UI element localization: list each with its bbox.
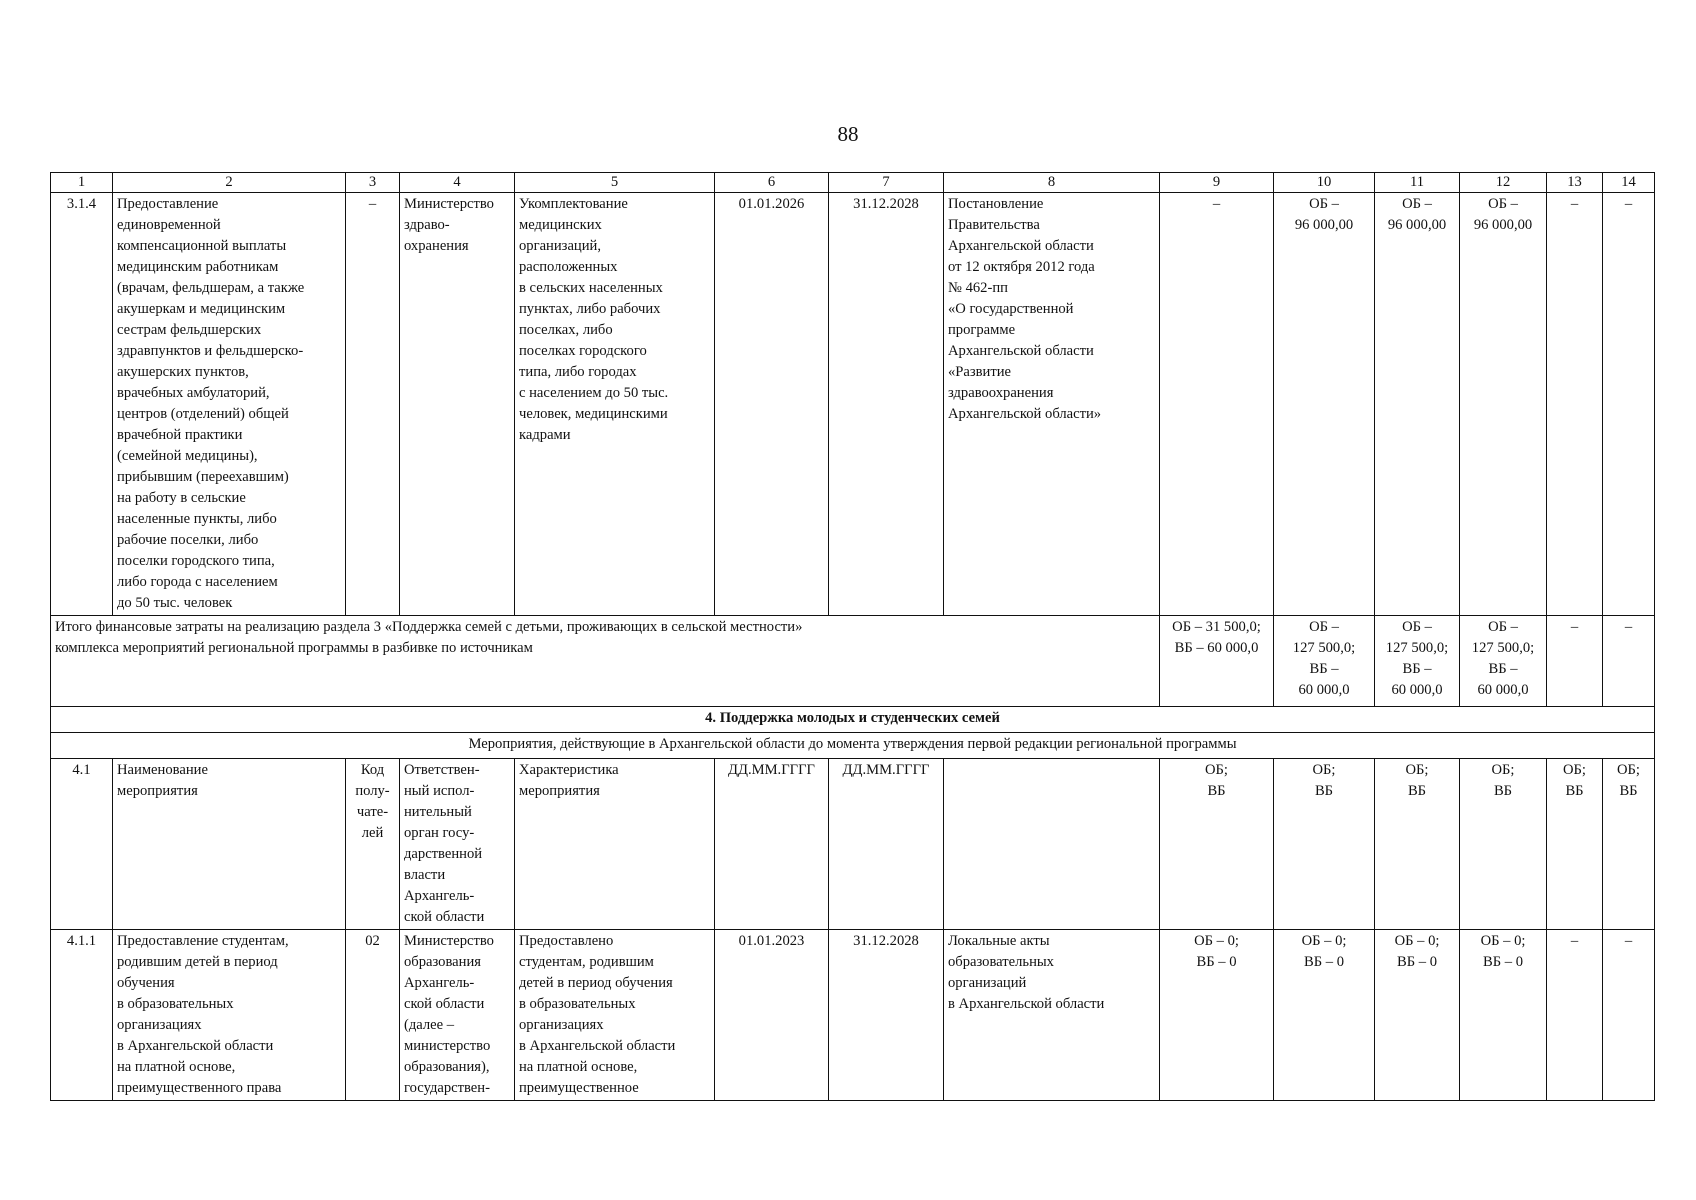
funding-cell: ОБ – 96 000,00 bbox=[1460, 193, 1547, 616]
funding-cell: – bbox=[1547, 930, 1603, 1101]
recipient-code: – bbox=[346, 193, 400, 616]
end-date: 31.12.2028 bbox=[829, 193, 944, 616]
section-heading: 4. Поддержка молодых и студенческих семей bbox=[51, 707, 1655, 733]
total-cell: – bbox=[1603, 616, 1655, 707]
funding-cell: ОБ; ВБ bbox=[1603, 759, 1655, 930]
column-number: 7 bbox=[829, 173, 944, 193]
funding-cell: ОБ; ВБ bbox=[1274, 759, 1375, 930]
funding-cell: ОБ – 0; ВБ – 0 bbox=[1160, 930, 1274, 1101]
funding-cell: – bbox=[1603, 193, 1655, 616]
end-date: ДД.ММ.ГГГГ bbox=[829, 759, 944, 930]
column-number: 2 bbox=[113, 173, 346, 193]
total-cell: ОБ – 127 500,0; ВБ – 60 000,0 bbox=[1274, 616, 1375, 707]
start-date: 01.01.2023 bbox=[715, 930, 829, 1101]
program-table bbox=[50, 172, 1655, 1101]
item-code: 4.1.1 bbox=[51, 930, 113, 1101]
legal-basis: Локальные акты образовательных организаций в Архангельской области bbox=[944, 930, 1160, 1101]
funding-cell: – bbox=[1547, 193, 1603, 616]
funding-cell: ОБ – 0; ВБ – 0 bbox=[1460, 930, 1547, 1101]
end-date: 31.12.2028 bbox=[829, 930, 944, 1101]
item-description: Характеристика мероприятия bbox=[515, 759, 715, 930]
column-number: 3 bbox=[346, 173, 400, 193]
column-number-row bbox=[51, 173, 1655, 193]
legal-basis bbox=[944, 759, 1160, 930]
start-date: 01.01.2026 bbox=[715, 193, 829, 616]
responsible-body: Ответствен- ный испол- нительный орган госу- дарственной власти Архангель- ской области bbox=[400, 759, 515, 930]
section-subheading: Мероприятия, действующие в Архангельской области до момента утверждения первой редакции региональной программы bbox=[51, 733, 1655, 759]
funding-cell: ОБ; ВБ bbox=[1160, 759, 1274, 930]
responsible-body: Министерство образования Архангель- ской области (далее – министерство образования), государствен- bbox=[400, 930, 515, 1101]
column-number: 9 bbox=[1160, 173, 1274, 193]
total-cell: ОБ – 127 500,0; ВБ – 60 000,0 bbox=[1375, 616, 1460, 707]
item-code: 4.1 bbox=[51, 759, 113, 930]
table-row-4-1 bbox=[51, 759, 1655, 930]
item-code: 3.1.4 bbox=[51, 193, 113, 616]
column-number: 5 bbox=[515, 173, 715, 193]
funding-cell: ОБ – 96 000,00 bbox=[1375, 193, 1460, 616]
column-number: 8 bbox=[944, 173, 1160, 193]
funding-cell: ОБ – 0; ВБ – 0 bbox=[1274, 930, 1375, 1101]
column-number: 6 bbox=[715, 173, 829, 193]
column-number: 11 bbox=[1375, 173, 1460, 193]
item-description: Предоставлено студентам, родившим детей в период обучения в образовательных организациях в Архангельской области на платной основе, преимущественное bbox=[515, 930, 715, 1101]
column-number: 14 bbox=[1603, 173, 1655, 193]
column-number: 12 bbox=[1460, 173, 1547, 193]
total-cell: ОБ – 127 500,0; ВБ – 60 000,0 bbox=[1460, 616, 1547, 707]
table-row-3-1-4 bbox=[51, 193, 1655, 616]
responsible-body: Министерство здраво- охранения bbox=[400, 193, 515, 616]
recipient-code: Код полу- чате- лей bbox=[346, 759, 400, 930]
funding-cell: ОБ; ВБ bbox=[1547, 759, 1603, 930]
column-number: 13 bbox=[1547, 173, 1603, 193]
funding-cell: ОБ – 96 000,00 bbox=[1274, 193, 1375, 616]
section-4-subheading-row bbox=[51, 733, 1655, 759]
funding-cell: ОБ; ВБ bbox=[1460, 759, 1547, 930]
recipient-code: 02 bbox=[346, 930, 400, 1101]
page-number: 88 bbox=[837, 122, 859, 146]
start-date: ДД.ММ.ГГГГ bbox=[715, 759, 829, 930]
table-row-4-1-1 bbox=[51, 930, 1655, 1101]
funding-cell: – bbox=[1160, 193, 1274, 616]
column-number: 10 bbox=[1274, 173, 1375, 193]
item-description: Укомплектование медицинских организаций, расположенных в сельских населенных пунктах, либо рабочих поселках, либо поселках городского типа, либо городах с населением до 50 тыс. человек, медицинскими кадрами bbox=[515, 193, 715, 616]
item-name: Наименование мероприятия bbox=[113, 759, 346, 930]
funding-cell: ОБ – 0; ВБ – 0 bbox=[1375, 930, 1460, 1101]
total-cell: ОБ – 31 500,0; ВБ – 60 000,0 bbox=[1160, 616, 1274, 707]
item-name: Предоставление единовременной компенсационной выплаты медицинским работникам (врачам, фельдшерам, а также акушеркам и медицинским сестрам фельдшерских здравпунктов и фельдшерско- акушерских пунктов, врачебных амбулаторий, центров (отделений) общей врачебной практики (семейной медицины), прибывшим (переехавшим) на работу в сельские населенные пункты, либо рабочие поселки, либо поселки городского типа, либо города с населением до 50 тыс. человек bbox=[113, 193, 346, 616]
column-number: 4 bbox=[400, 173, 515, 193]
funding-cell: ОБ; ВБ bbox=[1375, 759, 1460, 930]
total-cell: – bbox=[1547, 616, 1603, 707]
column-number: 1 bbox=[51, 173, 113, 193]
total-label: Итого финансовые затраты на реализацию раздела 3 «Поддержка семей с детьми, проживающих в сельской местности» комплекса мероприятий региональной программы в разбивке по источникам bbox=[51, 616, 1160, 707]
legal-basis: Постановление Правительства Архангельской области от 12 октября 2012 года № 462-пп «О государственной программе Архангельской области «Развитие здравоохранения Архангельской области» bbox=[944, 193, 1160, 616]
funding-cell: – bbox=[1603, 930, 1655, 1101]
section-4-heading-row bbox=[51, 707, 1655, 733]
total-row-section-3 bbox=[51, 616, 1655, 707]
item-name: Предоставление студентам, родившим детей в период обучения в образовательных организациях в Архангельской области на платной основе, преимущественного права bbox=[113, 930, 346, 1101]
